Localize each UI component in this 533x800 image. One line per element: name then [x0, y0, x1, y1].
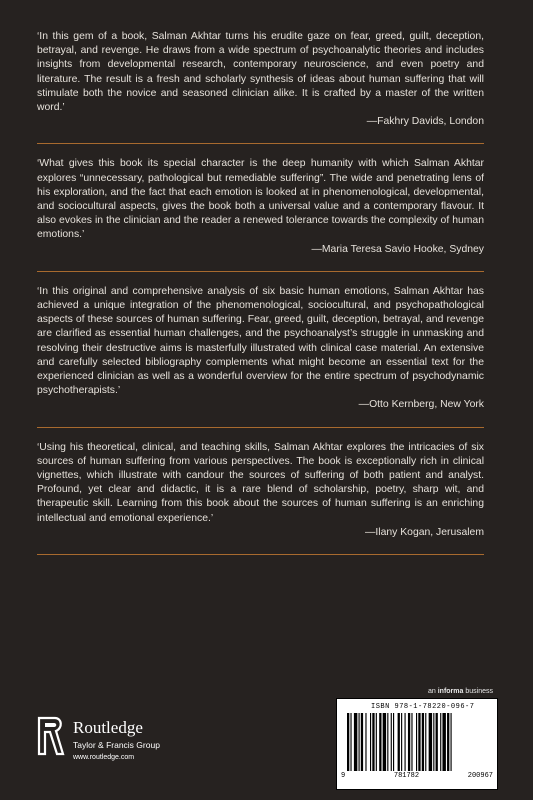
barcode-bar	[354, 713, 357, 771]
endorsement-4	[37, 441, 484, 540]
barcode-digit-left: 781782	[393, 772, 420, 780]
barcode-bar	[350, 713, 351, 771]
barcode-bar	[370, 713, 371, 771]
barcode-bar	[442, 713, 445, 771]
barcode-bar	[429, 713, 432, 771]
barcode-digit-right: 200967	[467, 772, 493, 780]
barcode-bar	[398, 713, 400, 771]
barcode-bar	[440, 713, 441, 771]
barcode-bar	[425, 713, 426, 771]
informa-bold: informa	[437, 688, 464, 695]
informa-prefix: an	[428, 688, 438, 695]
barcode-bar	[416, 713, 417, 771]
publisher-name: Routledge	[73, 718, 143, 737]
barcode-bar	[376, 713, 377, 771]
barcode-bar	[359, 713, 360, 771]
isbn-label: ISBN 978-1-78220-096-7	[371, 703, 475, 711]
publisher-group: Taylor & Francis Group	[73, 740, 160, 750]
endorsement-attribution: —Fakhry Davids, London	[366, 116, 484, 128]
barcode-bar	[372, 713, 374, 771]
endorsement-attribution: —Otto Kernberg, New York	[358, 399, 484, 411]
divider	[37, 427, 484, 428]
endorsement-1	[37, 30, 484, 129]
barcode-bar	[422, 713, 424, 771]
divider	[37, 554, 484, 555]
routledge-logo-icon	[37, 716, 65, 756]
barcode-bars	[347, 713, 487, 771]
publisher-url: www.routledge.com	[73, 754, 135, 761]
isbn-barcode	[336, 698, 498, 790]
barcode-bar	[393, 713, 394, 771]
endorsement-attribution: —Ilany Kogan, Jerusalem	[365, 526, 484, 538]
barcode-bar	[391, 713, 392, 771]
barcode-bar	[387, 713, 388, 771]
barcode-bar	[433, 713, 434, 771]
barcode-bar	[347, 713, 349, 771]
barcode-digit-prefix: 9	[341, 772, 346, 780]
endorsement-3	[37, 285, 484, 413]
barcode-bar	[436, 713, 438, 771]
informa-suffix: business	[463, 688, 493, 695]
barcode-bar	[405, 713, 406, 771]
barcode-bar	[379, 713, 381, 771]
divider	[37, 271, 484, 272]
endorsement-text: ‘What gives this book its special character is the deep humanity with which Salman Akhtar explores “unnecessary, pathological but remediable suffering”. The wide and penetrating lens of his exploration, and the fact that each emotion is looked at in phenomenological, developmental, and sociocultural aspects, gives the book both a universal value and a contemporary flavour. It also evokes in the clinician and the reader a renewed tolerance towards the complexity of human emotions.’	[37, 158, 484, 241]
informa-business-label	[428, 688, 493, 695]
barcode-bar	[451, 713, 452, 771]
endorsement-2	[37, 157, 484, 256]
endorsements	[37, 30, 484, 568]
barcode-digits	[341, 772, 493, 780]
endorsement-text: ‘In this gem of a book, Salman Akhtar turns his erudite gaze on fear, greed, guilt, deception, betrayal, and revenge. He draws from a wide spectrum of psychoanalytic theories and includes insights from developmental research, contemporary neuroscience, and even poetry and literature. The result is a fresh and scholarly synthesis of ideas about human suffering that will stimulate both the novice and seasoned clinician alike. It is crafted by a master of the written word.’	[37, 31, 484, 114]
barcode-bar	[418, 713, 420, 771]
publisher-logo	[37, 716, 217, 776]
barcode-bar	[365, 713, 366, 771]
barcode-bar	[408, 713, 410, 771]
endorsement-attribution: —Maria Teresa Savio Hooke, Sydney	[311, 243, 484, 255]
divider	[37, 143, 484, 144]
barcode-bar	[383, 713, 386, 771]
barcode-bar	[401, 713, 402, 771]
endorsement-text: ‘Using his theoretical, clinical, and teaching skills, Salman Akhtar explores the intricacies of six sources of human suffering from various perspectives. The book is exceptionally rich in clinical vignettes, which illustrate with candour the sources of suffering of both patient and analyst. Profound, yet clear and didactic, it is a rare blend of scholarship, poetry, sharp wit, and therapeutic skill. Learning from this book about the sources of human suffering is an enriching intellectual and emotional experience.’	[37, 441, 484, 524]
barcode-bar	[361, 713, 363, 771]
barcode-bar	[411, 713, 412, 771]
endorsement-text: ‘In this original and comprehensive analysis of six basic human emotions, Salman Akhtar has achieved a unique integration of the phenomenological, sociocultural, and psychopathological aspects of these sources of human suffering. Fear, greed, guilt, deception, betrayal, and revenge are clarified as essential human challenges, and the psychoanalyst’s struggle in unmasking and resolving their destructive aims is masterfully illustrated with clinical case material. An extensive and carefully selected bibliography complements what might become an essential text for the experienced clinician as well as a wonderful overview for the entire spectrum of psychodynamic psychotherapists.’	[37, 285, 484, 397]
barcode-bar	[447, 713, 449, 771]
